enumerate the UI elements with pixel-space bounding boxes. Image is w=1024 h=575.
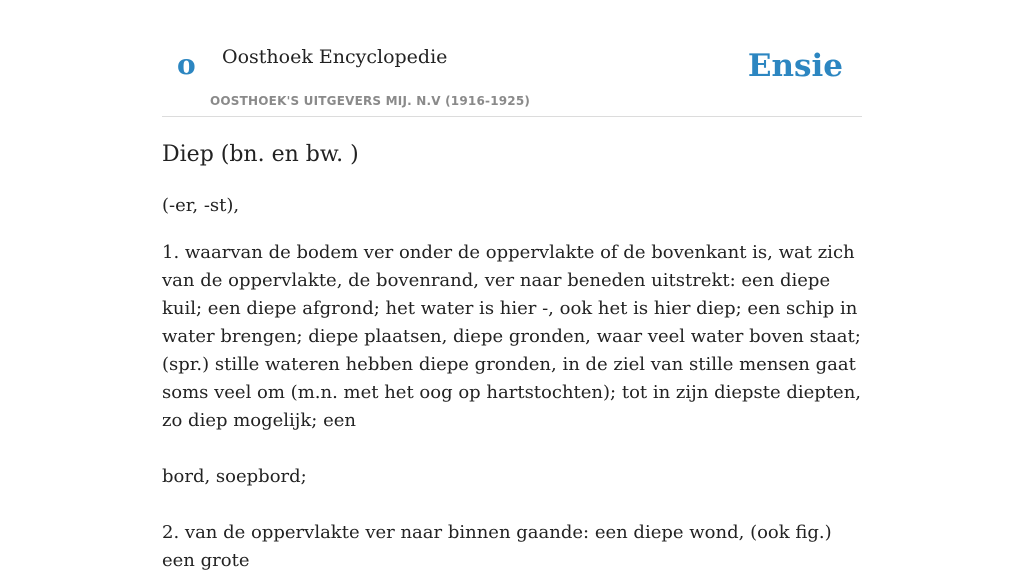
- site-logo[interactable]: o: [177, 48, 196, 81]
- entry-sense-2: 2. van de oppervlakte ver naar binnen gaande: een diepe wond, (ook fig.) een grote: [162, 522, 832, 571]
- entry-paragraph: bord, soepbord;: [162, 466, 307, 487]
- brand-logo-link[interactable]: Ensie: [747, 48, 843, 84]
- entry-content: [162, 139, 862, 575]
- site-subtitle: OOSTHOEK'S UITGEVERS MIJ. N.V (1916-1925): [210, 94, 531, 108]
- entry-forms: (-er, -st),: [162, 195, 240, 216]
- site-header: [162, 0, 862, 117]
- entry-sense-1: 1. waarvan de bodem ver onder de oppervlakte of de bovenkant is, wat zich van de oppervlakte, de bovenrand, ver naar beneden uitstrekt: een diepe kuil; een diepe afgrond; het water is hier -, ook het is hier diep; een schip in water brengen; diepe plaatsen, diepe gronden, waar veel water boven staat; (spr.) stille wateren hebben diepe gronden, in de ziel van stille mensen gaat soms veel om (m.n. met het oog op hartstochten); tot in zijn diepste diepten, zo diep mogelijk; een: [162, 242, 862, 431]
- entry-title: Diep (bn. en bw. ): [162, 142, 359, 167]
- site-title[interactable]: Oosthoek Encyclopedie: [222, 46, 448, 68]
